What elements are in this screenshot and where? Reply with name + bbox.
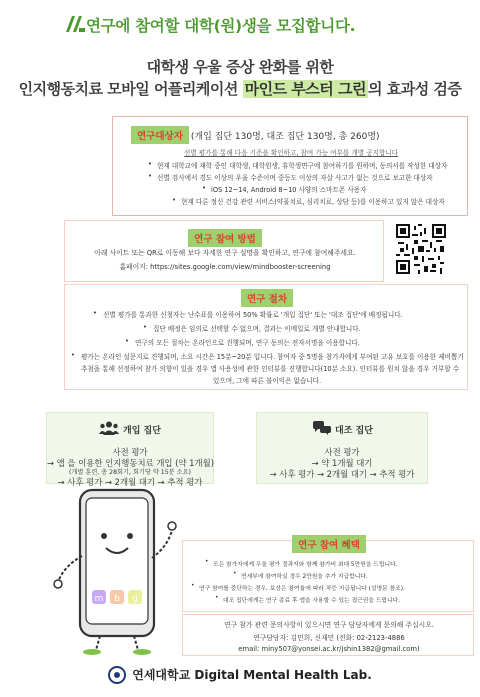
intervention-step: 사전 평가: [112, 447, 148, 457]
procedure-section: [64, 284, 468, 390]
procedure-item: 추첨을 통해 선정하여 참가 의향이 있을 경우 앱 사용성에 관한 인터뷰를 진행합니다(10분 소요). 인터뷰를 원치 않을 경우 거부할 수: [81, 365, 460, 373]
benefits-section: [182, 540, 474, 612]
group-people-icon: [99, 421, 119, 435]
subjects-summary: (개입 집단 130명, 대조 집단 130명, 총 260명): [190, 132, 380, 142]
university-seal-icon: [108, 666, 126, 684]
study-title-line1: 대학생 우울 증상 완화를 위한: [146, 58, 334, 76]
benefits-label: 연구 참여 혜택: [292, 535, 366, 553]
procedure-item: • 집단 배정은 임의로 선택할 수 없으며, 결과는 이메일로 개별 안내합니다.: [153, 323, 361, 333]
benefit-item: • 연구 참여를 중단하는 경우, 보상은 참여율에 따라 차등 지급됩니다 (설명문 참조).: [199, 583, 405, 592]
method-label: 연구 참여 방법: [188, 229, 262, 247]
app-letter: g: [132, 594, 138, 604]
footer: [0, 664, 480, 686]
criteria-item: • 선별 검사에서 경도 이상의 우울 수준이며 중등도 이상의 자살 사고가 없는 것으로 보고한 대상자: [157, 172, 433, 182]
intervention-group-title: 개입 집단: [123, 426, 161, 436]
intervention-step: (개별 훈련, 총 28회기, 회기당 약 15분 소요): [69, 469, 191, 476]
contact-intro: 연구 참가 관련 문의사항이 있으시면 연구 담당자에게 문의해 주십시오.: [224, 621, 434, 629]
control-step: → 사후 평가 → 2개월 대기 → 추적 평가: [269, 469, 415, 479]
control-group-card: [256, 412, 428, 484]
contact-section: [182, 614, 474, 656]
study-title-prefix: 인지행동치료 모바일 어플리케이션: [18, 80, 243, 98]
app-letter: b: [114, 594, 120, 604]
footer-lab-name: 연세대학교 Digital Mental Health Lab.: [132, 668, 372, 682]
smiling-phone-character-icon: [50, 486, 180, 656]
procedure-label: 연구 절차: [241, 289, 293, 307]
study-title-line2: [0, 78, 480, 99]
benefit-item: • 대조 집단에게는 연구 종료 후 앱을 사용할 수 있는 접근권을 드립니다.: [223, 595, 400, 604]
recruitment-headline: 연구에 참여할 대학(원)생을 모집합니다.: [86, 17, 356, 35]
subjects-note: 선별 평가를 통해 다음 기준을 확인하고, 참여 가능 여부를 개별 공지합니다: [183, 149, 399, 157]
intervention-group-card: [46, 412, 214, 487]
control-step: 사전 평가: [324, 447, 360, 457]
qr-code-icon[interactable]: [396, 224, 446, 274]
app-name-highlight: 마인드 부스터 그린: [244, 80, 366, 98]
benefit-item: • 면세부에 참여하실 경우 2만원을 추가 지급합니다.: [241, 571, 368, 580]
study-title-suffix: 의 효과성 검증: [368, 80, 462, 98]
benefit-item: • 모든 참가자에게 우울 평가 결과지와 함께 참가비 최대 5만원을 드립니다.: [213, 559, 398, 568]
subjects-section: [112, 116, 468, 216]
participation-method-section: [64, 220, 384, 282]
control-step: → 약 1개월 대기: [311, 458, 373, 468]
criteria-item: • 현재 대학교에 재학 중인 대학생, 대학원생, 휴학생면구에 참여하기를 원하며, 동의서를 작성한 대상자: [157, 160, 448, 170]
contact-email[interactable]: email: miny507@yonsei.ac.kr/jshin1382@gmail.com): [238, 645, 420, 653]
app-letter: m: [94, 594, 104, 604]
procedure-item: • 평가는 온라인 설문지로 진행되며, 소요 시간은 15분~20분 입니다. 참여자 중 5명을 참가자에게 부여된 고유 보호를 이용한 제비뽑기: [81, 351, 464, 361]
lab-logo-icon: [64, 12, 86, 34]
subjects-label: 연구대상자: [131, 126, 189, 144]
procedure-item: • 연구의 모든 절차는 온라인으로 진행되며, 연구 동의는 전자서명을 이용합니다.: [135, 337, 360, 347]
procedure-item: 있으며, 그에 따른 불이익은 없습니다.: [213, 377, 322, 385]
chat-bubbles-icon: [313, 421, 331, 435]
control-group-title: 대조 집단: [335, 426, 373, 436]
criteria-item: • iOS 12~14, Android 8~10 사양의 스마트폰 사용자: [211, 184, 366, 194]
method-instruction: 아래 사이트 또는 QR로 이동해 보다 자세한 연구 설명을 확인하고, 연구에 참여해주세요.: [94, 249, 356, 257]
criteria-item: • 현재 다른 정신 건강 관련 서비스(약물치료, 심리치료, 상담 등)를 이용하고 있지 않은 대상자: [181, 196, 445, 206]
intervention-step: → 앱 을 이용한 인지행동치료 개입 (약 1개월): [47, 458, 214, 468]
homepage-link[interactable]: 홈페이지: https://sites.google.com/view/mindbooster-screening: [119, 263, 331, 271]
subjects-header: [131, 126, 380, 144]
procedure-item: • 선별 평가를 통과한 신청자는 난수표를 이용하여 50% 확률로 '개입 집단' 또는 '대조 집단'에 배정됩니다.: [103, 309, 403, 319]
contact-person: 연구담당자: 김민희, 신재민 (전화: 02-2123-4886: [253, 634, 405, 642]
intervention-step: → 사후 평가 → 2개월 대기 → 추적 평가: [57, 477, 203, 487]
